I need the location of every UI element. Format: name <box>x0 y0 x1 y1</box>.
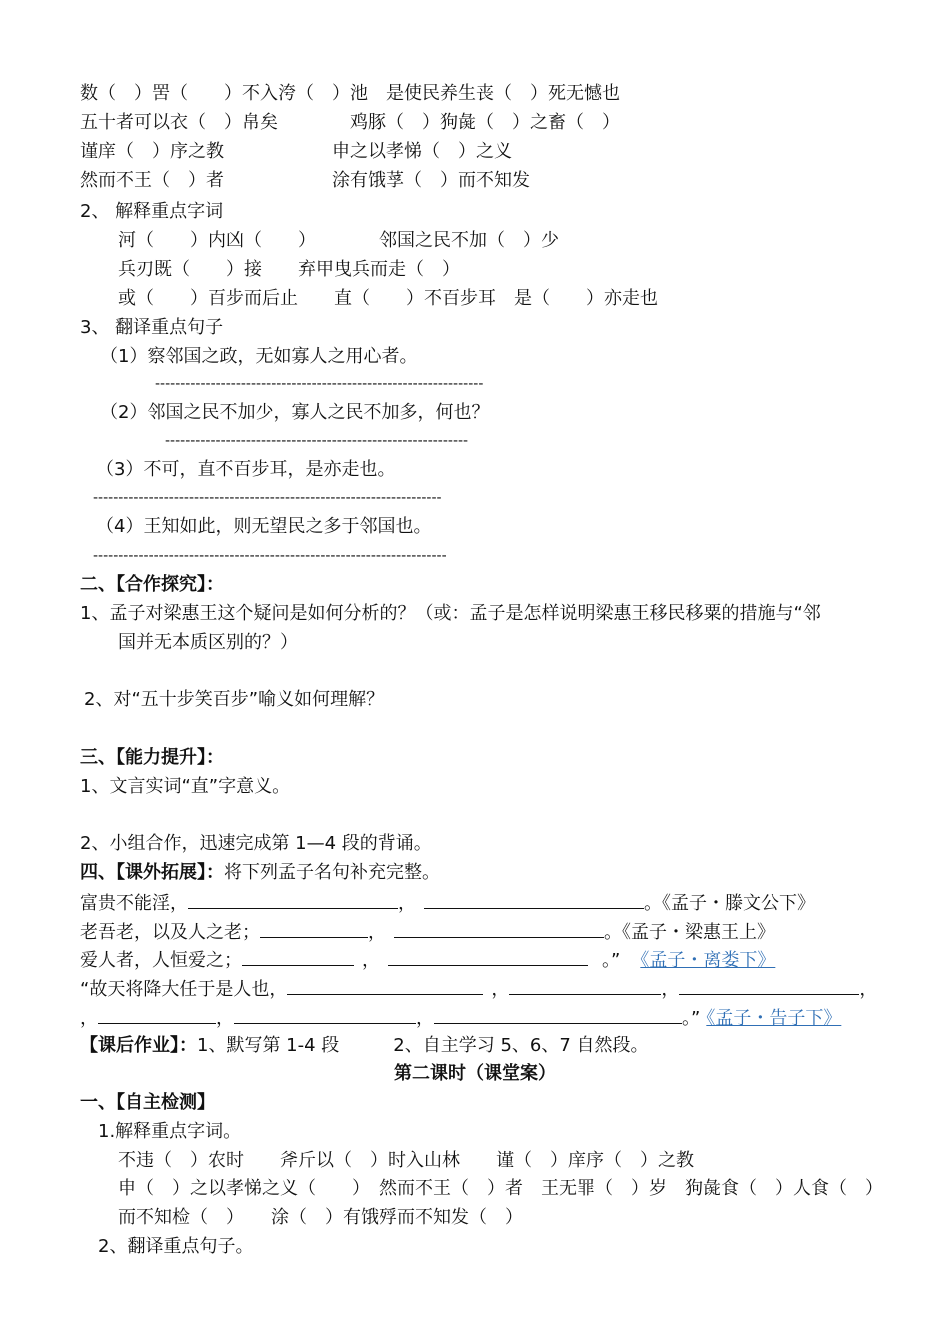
homework-label: 【课后作业】： <box>80 1035 197 1056</box>
lesson2-heading-2: 2、翻译重点句子。 <box>98 1236 254 1257</box>
section-cooperate-title: 二、【合作探究】： <box>80 574 224 595</box>
word-line-1: 数（ ）罟（ ）不入洿（ ）池 是使民养生丧（ ）死无憾也 <box>80 83 620 104</box>
cooperate-q1-a: 1、孟子对梁惠王这个疑问是如何分析的？（或：孟子是怎样说明梁惠王移民移粟的措施与“邻 <box>80 603 821 624</box>
word-line-3: 谨庠（ ）序之教 申之以孝悌（ ）之义 <box>80 141 512 162</box>
ability-q2: 2、小组合作，迅速完成第 1—4 段的背诵。 <box>80 833 432 854</box>
blank[interactable] <box>509 976 661 995</box>
extension-heading <box>80 861 440 885</box>
section-ability-title: 三、【能力提升】： <box>80 747 224 768</box>
blank[interactable] <box>98 1005 216 1024</box>
blank[interactable] <box>424 890 644 909</box>
translate-q4: （4）王知如此，则无望民之多于邻国也。 <box>96 516 432 537</box>
blank[interactable] <box>242 947 354 966</box>
ability-q1: 1、文言实词“直”字意义。 <box>80 776 291 797</box>
blank[interactable] <box>234 1005 416 1024</box>
lesson2-heading-1: 1.解释重点字词。 <box>98 1121 242 1142</box>
quote-row-5: ， ， ， 。” 《孟子・告子下》 <box>80 1005 841 1031</box>
explain-line-1: 河（ ）内凶（ ） 邻国之民不加（ ）少 <box>118 230 559 251</box>
quote-row-4: “故天将降大任于是人也， ， ， ， <box>80 976 877 1002</box>
quote-row-2: 老吾老，以及人之老； ， 。《孟子・梁惠王上》 <box>80 919 775 945</box>
translate-q1: （1）察邻国之政，无如寡人之用心者。 <box>100 346 418 367</box>
extension-intro: 将下列孟子名句补充完整。 <box>224 862 440 883</box>
source-link-lilou[interactable]: 《孟子・离娄下》 <box>640 950 776 971</box>
answer-line-1: ----------------------------------------------------------------- <box>155 376 484 392</box>
cooperate-q1-b: 国并无本质区别的？） <box>118 632 298 653</box>
source-link-gaozi[interactable]: 《孟子・告子下》 <box>706 1008 842 1029</box>
translate-q3: （3）不可，直不百步耳，是亦走也。 <box>96 459 396 480</box>
section-extension-title: 四、【课外拓展】： <box>80 862 224 883</box>
blank[interactable] <box>388 947 588 966</box>
lesson2-line-2: 申（ ）之以孝悌之义（ ） 然而不王（ ）者 王无罪（ ）岁 狗彘食（ ）人食（ ） <box>118 1178 883 1199</box>
blank[interactable] <box>679 976 859 995</box>
word-line-4: 然而不王（ ）者 涂有饿莩（ ）而不知发 <box>80 170 530 191</box>
translate-q2: （2）邻国之民不加少，寡人之民不加多，何也？ <box>100 402 490 423</box>
cooperate-q2: 2、对“五十步笑百步”喻义如何理解？ <box>84 689 385 710</box>
answer-line-2: ------------------------------------------------------------ <box>165 433 469 449</box>
blank[interactable] <box>394 919 604 938</box>
explain-line-3: 或（ ）百步而后止 直（ ）不百步耳 是（ ）亦走也 <box>118 288 658 309</box>
answer-line-3: --------------------------------------------------------------------- <box>93 490 442 506</box>
heading-explain-words: 2、 解释重点字词 <box>80 201 224 222</box>
lesson2-section-title: 一、【自主检测】 <box>80 1092 215 1113</box>
explain-line-2: 兵刃既（ ）接 弃甲曳兵而走（ ） <box>118 259 460 280</box>
blank[interactable] <box>434 1005 682 1024</box>
quote-row-3: 爱人者，人恒爱之； ， 。” 《孟子・离娄下》 <box>80 947 775 973</box>
lesson2-line-1: 不违（ ）农时 斧斤以（ ）时入山林 谨（ ）庠序（ ）之教 <box>118 1150 694 1171</box>
word-line-2: 五十者可以衣（ ）帛矣 鸡豚（ ）狗彘（ ）之畜（ ） <box>80 112 620 133</box>
homework <box>80 1034 649 1058</box>
blank[interactable] <box>188 890 398 909</box>
heading-translate: 3、 翻译重点句子 <box>80 317 224 338</box>
blank[interactable] <box>287 976 483 995</box>
homework-text: 1、默写第 1-4 段 2、自主学习 5、6、7 自然段。 <box>197 1035 649 1056</box>
blank[interactable] <box>260 919 368 938</box>
lesson2-title: 第二课时（课堂案） <box>394 1063 556 1084</box>
lesson2-line-3: 而不知检（ ） 涂（ ）有饿殍而不知发（ ） <box>118 1207 523 1228</box>
answer-line-4: ---------------------------------------------------------------------- <box>93 548 447 564</box>
quote-row-1: 富贵不能淫， ， 。《孟子・滕文公下》 <box>80 890 815 916</box>
